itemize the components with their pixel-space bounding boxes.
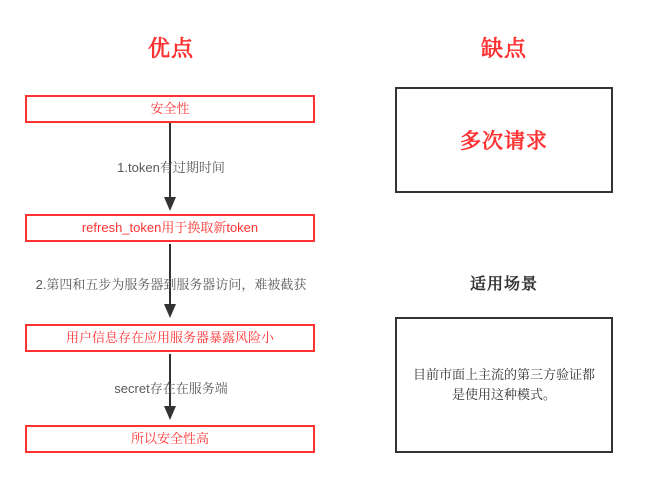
cons-box-label: 多次请求 <box>460 130 548 153</box>
flow-node-conclusion <box>25 425 315 453</box>
edge-label-secret-server-side: secret存在在服务端 <box>114 381 228 396</box>
flow-node-label: 用户信息存在应用服务器暴露风险小 <box>65 330 274 345</box>
pros-column-title: 优点 <box>147 36 194 61</box>
flow-node-label: 安全性 <box>150 101 190 116</box>
edge-label-server-to-server: 2.第四和五步为服务器到服务器访问，难被截获 <box>35 277 307 292</box>
flow-node-user-info <box>25 324 315 352</box>
cons-column-title: 缺点 <box>480 36 527 61</box>
flow-node-label: 所以安全性高 <box>130 431 209 446</box>
flow-node-security <box>25 95 315 123</box>
flow-node-refresh-token <box>25 214 315 242</box>
scenario-box-text: 目前市面上主流的第三方验证都是使用这种模式。 <box>412 367 595 402</box>
edge-label-token-expiry: 1.token有过期时间 <box>117 160 225 175</box>
flow-node-label: refresh_token用于换取新token <box>81 220 259 235</box>
scenario-section-title: 适用场景 <box>469 276 538 293</box>
